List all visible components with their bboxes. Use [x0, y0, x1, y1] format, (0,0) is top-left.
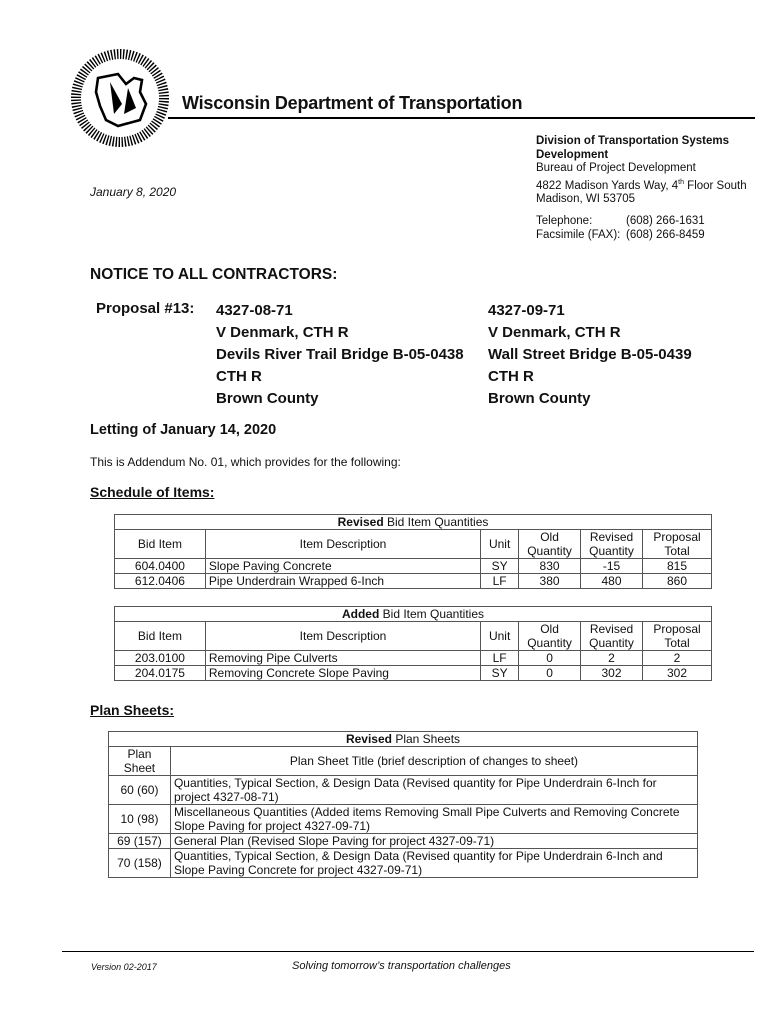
unit-cell: LF: [481, 651, 519, 666]
project1-structure: Devils River Trail Bridge B-05-0438: [216, 346, 464, 363]
table-header-row: [109, 747, 698, 776]
division-name-line2: Development: [536, 148, 609, 161]
project2-structure: Wall Street Bridge B-05-0439: [488, 346, 692, 363]
table-row: [115, 651, 712, 666]
revised-quantity-cell: -15: [581, 559, 643, 574]
plan-sheet-title-cell: Quantities, Typical Section, & Design Data (Revised quantity for Pipe Underdrain 6-Inch for project 4327-08-71): [170, 776, 697, 805]
unit-cell: SY: [481, 559, 519, 574]
description-cell: Pipe Underdrain Wrapped 6-Inch: [205, 574, 480, 589]
version-label: Version 02-2017: [91, 962, 157, 972]
footer-rule: [62, 951, 754, 952]
col-revised-quantity: Revised Quantity: [581, 622, 643, 651]
revised-quantity-cell: 302: [581, 666, 643, 681]
proposal-total-cell: 2: [643, 651, 712, 666]
plan-sheet-cell: 69 (157): [109, 834, 171, 849]
added-bid-items-table: [114, 606, 712, 681]
wisdot-logo: [66, 44, 174, 152]
old-quantity-cell: 0: [519, 651, 581, 666]
col-old-quantity: Old Quantity: [519, 530, 581, 559]
plan-sheet-cell: 70 (158): [109, 849, 171, 878]
plan-sheet-cell: 10 (98): [109, 805, 171, 834]
project2-highway: CTH R: [488, 368, 534, 385]
description-cell: Removing Concrete Slope Paving: [205, 666, 480, 681]
project1-highway: CTH R: [216, 368, 262, 385]
table-header-row: [115, 530, 712, 559]
col-unit: Unit: [481, 622, 519, 651]
col-proposal-total: Proposal Total: [643, 622, 712, 651]
bid-item-cell: 612.0406: [115, 574, 206, 589]
col-plan-sheet-title: Plan Sheet Title (brief description of changes to sheet): [170, 747, 697, 776]
bureau-name: Bureau of Project Development: [536, 162, 696, 174]
plan-sheet-title-cell: Quantities, Typical Section, & Design Data (Revised quantity for Pipe Underdrain 6-Inch and Slope Paving Concrete for project 4327-09-71): [170, 849, 697, 878]
project2-name: V Denmark, CTH R: [488, 324, 621, 341]
proposal-total-cell: 815: [643, 559, 712, 574]
table-row: [109, 805, 698, 834]
description-cell: Removing Pipe Culverts: [205, 651, 480, 666]
proposal-total-cell: 302: [643, 666, 712, 681]
col-unit: Unit: [481, 530, 519, 559]
proposal-label: Proposal #13:: [96, 300, 195, 317]
project2-block: [488, 300, 692, 410]
col-bid-item: Bid Item: [115, 622, 206, 651]
letting-date: Letting of January 14, 2020: [90, 422, 277, 438]
division-block: [536, 135, 761, 206]
revised-bid-items-table: [114, 514, 712, 589]
revised-quantity-cell: 2: [581, 651, 643, 666]
table-row: [109, 849, 698, 878]
address-line2: Madison, WI 53705: [536, 192, 636, 205]
table-caption: Added Bid Item Quantities: [115, 607, 712, 622]
bid-item-cell: 604.0400: [115, 559, 206, 574]
col-bid-item: Bid Item: [115, 530, 206, 559]
table-row: [115, 574, 712, 589]
project1-name: V Denmark, CTH R: [216, 324, 349, 341]
division-name-line1: Division of Transportation Systems: [536, 135, 729, 147]
table-caption: Revised Bid Item Quantities: [115, 515, 712, 530]
address-line1: 4822 Madison Yards Way, 4th Floor South: [536, 178, 747, 192]
table-row: [109, 776, 698, 805]
col-old-quantity: Old Quantity: [519, 622, 581, 651]
project1-county: Brown County: [216, 390, 319, 407]
table-row: [115, 559, 712, 574]
col-proposal-total: Proposal Total: [643, 530, 712, 559]
telephone-line: Telephone: (608) 266-1631: [536, 215, 705, 227]
notice-title: NOTICE TO ALL CONTRACTORS:: [90, 266, 338, 283]
bid-item-cell: 203.0100: [115, 651, 206, 666]
unit-cell: LF: [481, 574, 519, 589]
plan-sheet-title-cell: Miscellaneous Quantities (Added items Removing Small Pipe Culverts and Removing Concrete Slope Paving for project 4327-09-71): [170, 805, 697, 834]
project2-county: Brown County: [488, 390, 591, 407]
project1-block: [216, 300, 464, 410]
col-plan-sheet: Plan Sheet: [109, 747, 171, 776]
bid-item-cell: 204.0175: [115, 666, 206, 681]
header-rule: [168, 117, 755, 119]
description-cell: Slope Paving Concrete: [205, 559, 480, 574]
schedule-heading: Schedule of Items:: [90, 484, 215, 500]
contact-block: [536, 214, 705, 242]
old-quantity-cell: 380: [519, 574, 581, 589]
revised-plan-sheets-table: [108, 731, 698, 878]
project2-id: 4327-09-71: [488, 302, 565, 319]
col-revised-quantity: Revised Quantity: [581, 530, 643, 559]
old-quantity-cell: 830: [519, 559, 581, 574]
table-row: [115, 666, 712, 681]
unit-cell: SY: [481, 666, 519, 681]
table-header-row: [115, 622, 712, 651]
plan-sheet-title-cell: General Plan (Revised Slope Paving for project 4327-09-71): [170, 834, 697, 849]
fax-line: Facsimile (FAX): (608) 266-8459: [536, 229, 705, 241]
old-quantity-cell: 0: [519, 666, 581, 681]
plan-sheets-heading: Plan Sheets:: [90, 702, 175, 718]
addendum-statement: This is Addendum No. 01, which provides for the following:: [90, 455, 401, 469]
col-description: Item Description: [205, 530, 480, 559]
proposal-total-cell: 860: [643, 574, 712, 589]
col-description: Item Description: [205, 622, 480, 651]
agency-name: Wisconsin Department of Transportation: [182, 93, 523, 113]
project1-id: 4327-08-71: [216, 302, 293, 319]
table-caption: Revised Plan Sheets: [109, 732, 698, 747]
footer-slogan: Solving tomorrow’s transportation challenges: [292, 960, 511, 972]
plan-sheet-cell: 60 (60): [109, 776, 171, 805]
letter-date: January 8, 2020: [90, 185, 177, 199]
revised-quantity-cell: 480: [581, 574, 643, 589]
table-row: [109, 834, 698, 849]
